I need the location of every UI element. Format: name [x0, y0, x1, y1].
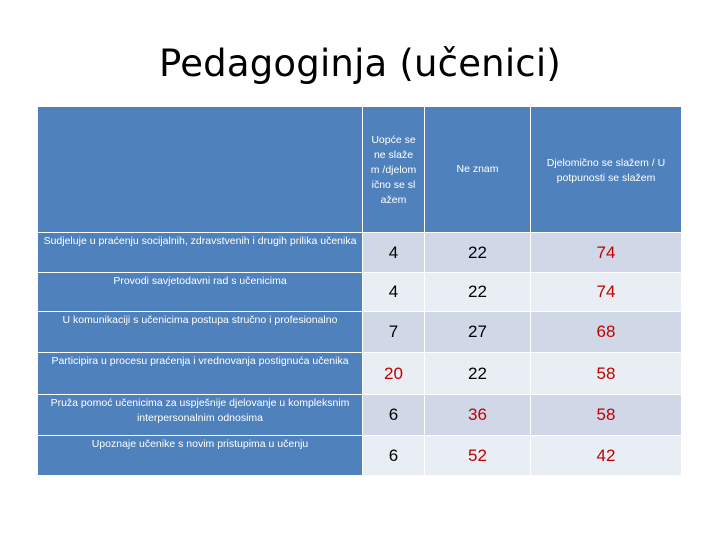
- value-disagree: 20: [363, 353, 425, 395]
- value-dont-know: 22: [425, 273, 531, 312]
- table-row: [38, 436, 682, 476]
- value-agree: 74: [531, 233, 682, 273]
- value-dont-know: 22: [425, 233, 531, 273]
- header-disagree: [363, 107, 425, 233]
- header-dont-know: Ne znam: [425, 107, 531, 233]
- row-label: [38, 353, 363, 395]
- header-disagree-text: Uopće se ne slažem /djelomično se slažem: [370, 133, 417, 206]
- table-row: [38, 273, 682, 312]
- row-label: [38, 233, 363, 273]
- value-dont-know: 27: [425, 312, 531, 353]
- value-disagree: 6: [363, 436, 425, 476]
- value-agree: 74: [531, 273, 682, 312]
- row-label-text: U komunikaciji s učenicima postupa stručno i profesionalno: [62, 314, 338, 326]
- slide-title: Pedagoginja (učenici): [159, 42, 561, 85]
- table-row: [38, 233, 682, 273]
- value-dont-know: 36: [425, 395, 531, 436]
- value-disagree: 6: [363, 395, 425, 436]
- value-disagree: 4: [363, 233, 425, 273]
- row-label: [38, 312, 363, 353]
- value-disagree: 7: [363, 312, 425, 353]
- header-agree: Djelomično se slažem / U potpunosti se slažem: [531, 107, 682, 233]
- table-row: [38, 395, 682, 436]
- value-agree: 68: [531, 312, 682, 353]
- table-row: [38, 312, 682, 353]
- row-label-text: Participira u procesu praćenja i vrednovanja postignuća učenika: [51, 355, 349, 367]
- row-label: [38, 436, 363, 476]
- row-label-text: Sudjeluje u praćenju socijalnih, zdravstvenih i drugih prilika učenika: [43, 235, 357, 247]
- row-label: [38, 273, 363, 312]
- value-disagree: 4: [363, 273, 425, 312]
- value-dont-know: 22: [425, 353, 531, 395]
- value-agree: 42: [531, 436, 682, 476]
- header-label-cell: [38, 107, 363, 233]
- row-label-text: Pruža pomoć učenicima za uspješnije djelovanje u kompleksnim interpersonalnim odnosima: [50, 397, 350, 424]
- results-table: [37, 106, 682, 476]
- value-dont-know: 52: [425, 436, 531, 476]
- table-row: [38, 353, 682, 395]
- row-label: [38, 395, 363, 436]
- row-label-text: Provodi savjetodavni rad s učenicima: [113, 275, 287, 287]
- value-agree: 58: [531, 353, 682, 395]
- header-row: [38, 107, 682, 233]
- value-agree: 58: [531, 395, 682, 436]
- row-label-text: Upoznaje učenike s novim pristupima u učenju: [91, 438, 309, 450]
